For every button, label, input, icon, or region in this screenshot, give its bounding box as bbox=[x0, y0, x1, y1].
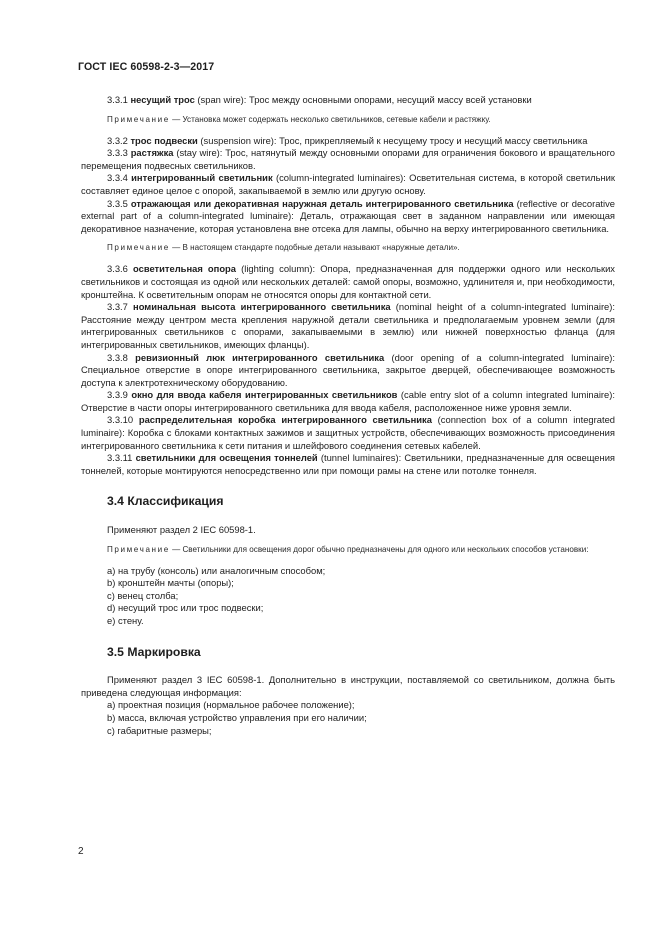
section-title-marking: 3.5 Маркировка bbox=[107, 644, 201, 659]
list-item: d) несущий трос или трос подвески; bbox=[107, 602, 264, 614]
term-3-3-9: 3.3.9 окно для ввода кабеля интегрированных светильников (cable entry slot of a column integrated luminaire): Отверстие в части опоры интегрированного светильника для ввода кабеля, расположенное ниже уровня земли. bbox=[81, 389, 615, 413]
term-3-3-2: 3.3.2 трос подвески (suspension wire): Трос, прикрепляемый к несущему тросу и несущий массу светильника bbox=[107, 134, 588, 146]
list-item: b) масса, включая устройство управления при его наличии; bbox=[107, 711, 367, 723]
term-3-3-1: 3.3.1 несущий трос (span wire): Трос между основными опорами, несущий массу всей установки bbox=[107, 94, 532, 105]
page-number: 2 bbox=[78, 846, 84, 857]
installation-methods-list bbox=[81, 565, 615, 628]
list-item: c) венец столба; bbox=[107, 589, 179, 601]
list-item: a) на трубу (консоль) или аналогичным способом; bbox=[107, 564, 326, 576]
section-title-classification: 3.4 Классификация bbox=[107, 494, 224, 509]
note-span-wire: Примечание — Установка может содержать несколько светильников, сетевые кабели и растяжку. bbox=[107, 114, 491, 124]
list-item: b) кронштейн мачты (опоры); bbox=[107, 577, 234, 589]
list-item: a) проектная позиция (нормальное рабочее положение); bbox=[107, 699, 355, 711]
list-item: c) габаритные размеры; bbox=[107, 724, 212, 736]
term-3-3-5: 3.3.5 отражающая или декоративная наружная деталь интегрированного светильника (reflective or decorative external part of a column-integrated luminaire): Деталь, отражающая свет в заданном направлении или имеющая декоративное назначение, которая установлена вне отсека для лампы, обычно на верху интегрированного светильника. bbox=[81, 197, 615, 234]
term-3-3-11: 3.3.11 светильники для освещения тоннелей (tunnel luminaires): Светильники, предназначенные для освещения тоннелей, которые монтируются непосредственно или при помощи рамы на стене или потолке тоннеля. bbox=[81, 452, 616, 476]
marking-info-list bbox=[81, 699, 615, 737]
term-3-3-7: 3.3.7 номинальная высота интегрированного светильника (nominal height of a column-integrated luminaire): Расстояние между центром места крепления наружной детали светильника и предполагаемым уровнем земли (для интегрированных светильников с опорами, закапываемыми в землю) или нижней поверхностью фланца (для интегрированных светильников, имеющих фланцы). bbox=[81, 301, 616, 350]
term-3-3-4: 3.3.4 интегрированный светильник (column-integrated luminaires): Осветительная система, в которой светильник составляет единое целое с опорой, закапываемой в землю или другую основу. bbox=[81, 172, 615, 196]
marking-intro: Применяют раздел 3 IEC 60598-1. Дополнительно в инструкции, поставляемой со светильником, должна быть приведена следующая информация: bbox=[81, 674, 615, 698]
note-road-luminaires: Примечание — Светильники для освещения дорог обычно предназначены для одного или нескольких способов установки: bbox=[107, 544, 589, 554]
classification-intro: Применяют раздел 2 IEC 60598-1. bbox=[107, 524, 256, 536]
term-3-3-10: 3.3.10 распределительная коробка интегрированного светильника (connection box of a column integrated luminaire): Коробка с блоками контактных зажимов и защитных устройств, обеспечивающих возможность присоединения интегрированного светильника к сети питания и шлейфового соединения сетевых кабелей. bbox=[81, 414, 615, 451]
term-3-3-3: 3.3.3 растяжка (stay wire): Трос, натянутый между основными опорами для ограничения бокового и вращательного перемещения подвесных светильников. bbox=[81, 147, 616, 171]
list-item: e) стену. bbox=[107, 615, 144, 626]
note-external-parts: Примечание — В настоящем стандарте подобные детали называют «наружные детали». bbox=[107, 243, 460, 253]
term-3-3-6: 3.3.6 осветительная опора (lighting column): Опора, предназначенная для поддержки одного или нескольких светильников и состоящая из одной или нескольких деталей: самой опоры, возможно, удлинителя и, при необходимости, кронштейна. К осветительным опорам не относятся опоры для контактной сети. bbox=[81, 263, 615, 300]
term-3-3-8: 3.3.8 ревизионный люк интегрированного светильника (door opening of a column-integrated luminaire): Специальное отверстие в опоре интегрированного светильника, закрытое дверцей, обеспечивающее возможность доступа к электротехническому оборудованию. bbox=[81, 351, 616, 388]
standard-header: ГОСТ IEC 60598-2-3—2017 bbox=[78, 61, 215, 73]
page-content bbox=[81, 94, 615, 737]
